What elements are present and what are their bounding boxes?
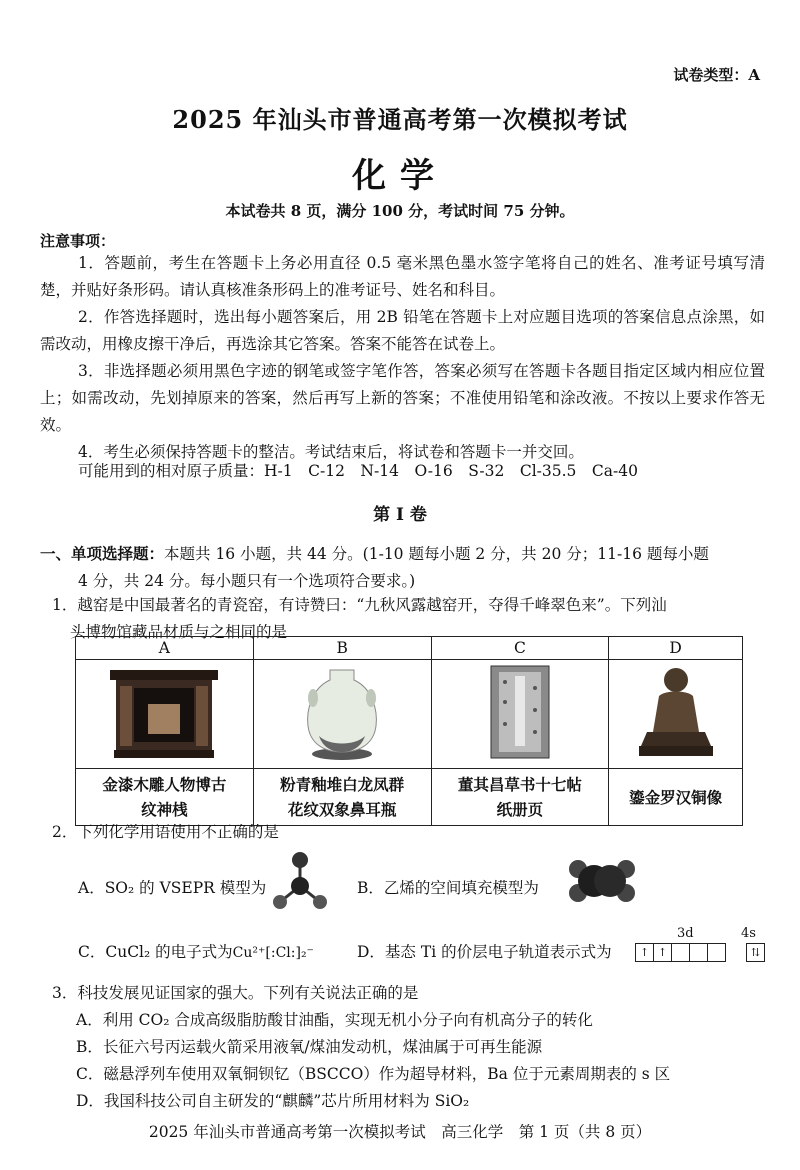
- notes-list: [40, 250, 765, 466]
- question-3: [52, 980, 670, 1115]
- q2-option-c-text: C．CuCl₂ 的电子式为: [78, 943, 233, 961]
- q3-option-c: C．磁悬浮列车使用双氧铜钡钇（BSCCO）作为超导材料，Ba 位于元素周期表的 s 区: [76, 1065, 671, 1083]
- q3-option-b: B．长征六号丙运载火箭采用液氧/煤油发动机，煤油属于可再生能源: [76, 1038, 543, 1056]
- q1-header-c: C: [431, 637, 609, 660]
- orbital-box: ↑: [653, 943, 672, 962]
- note-item: 1．答题前，考生在答题卡上务必用直径 0.5 毫米黑色墨水签字笔将自己的姓名、准考证号填写清楚，并贴好条形码。请认真核准条形码上的准考证号、姓名和科目。: [40, 254, 765, 299]
- q1-label-a: 金漆木雕人物博古 纹神桟: [76, 769, 254, 826]
- q2-option-d: D．基态 Ti 的价层电子轨道表示式为: [357, 943, 612, 961]
- q1-options-table: [75, 636, 743, 826]
- q3-option-d: D．我国科技公司自主研发的“麒麟”芯片所用材料为 SiO₂: [76, 1092, 470, 1110]
- section-1-label: 一、单项选择题：: [40, 544, 165, 563]
- q3-stem: 3．科技发展见证国家的强大。下列有关说法正确的是: [52, 984, 419, 1002]
- cucl2-electron-formula: Cu²⁺[:Cl:]₂⁻: [232, 945, 314, 961]
- exam-info: 本试卷共 8 页，满分 100 分，考试时间 75 分钟。: [225, 202, 575, 220]
- so2-vsepr-model-icon: [268, 850, 332, 914]
- calligraphy-album-image: [485, 662, 555, 762]
- q1-header-d: D: [609, 637, 743, 660]
- volume-title: 第 I 卷: [373, 505, 427, 525]
- paper-type: 试卷类型：A: [673, 66, 760, 84]
- q1-header-a: A: [76, 637, 254, 660]
- q1-line-1: 1．越窑是中国最著名的青瓷窑，有诗赞曰：“九秋风露越窑开，夺得千峰翠色来”。下列汕: [52, 596, 667, 614]
- q1-image-d-cell: [609, 660, 743, 769]
- orbital-4s-boxes: [747, 943, 765, 962]
- atomic-masses: 可能用到的相对原子质量：H-1 C-12 N-14 O-16 S-32 Cl-35.5 Ca-40: [78, 462, 638, 480]
- orbital-box: [707, 943, 726, 962]
- section-1-text-cont: 4 分，共 24 分。每小题只有一个选项符合要求。): [78, 572, 416, 590]
- subject-title: 化学: [352, 156, 448, 196]
- q1-line-2: 头博物馆藏品材质与之相同的是: [70, 623, 288, 641]
- q2-option-a: A．SO₂ 的 VSEPR 模型为: [78, 879, 267, 897]
- notes-heading: 注意事项：: [40, 232, 116, 250]
- q1-header-b: B: [253, 637, 431, 660]
- section-1-intro: [40, 540, 765, 595]
- q1-label-d: 鎏金罗汉铜像: [609, 769, 743, 826]
- question-2-stem: 2．下列化学用语使用不正确的是: [52, 823, 279, 841]
- orbital-box: [689, 943, 708, 962]
- exam-title: 2025 年汕头市普通高考第一次模拟考试: [172, 105, 628, 134]
- page-footer: 2025 年汕头市普通高考第一次模拟考试 高三化学 第 1 页（共 8 页）: [148, 1123, 652, 1141]
- orbital-4s-label: 4s: [741, 926, 756, 941]
- q1-image-a-cell: [76, 660, 254, 769]
- ethylene-space-filling-model-icon: [566, 855, 638, 907]
- q1-image-b-cell: [253, 660, 431, 769]
- section-1-text: 本题共 16 小题，共 44 分。(1-10 题每小题 2 分，共 20 分；11-16 题每小题: [164, 545, 709, 563]
- wood-shrine-image: [104, 664, 224, 760]
- q3-option-a: A．利用 CO₂ 合成高级脂肪酸甘油酯，实现无机小分子向有机高分子的转化: [76, 1011, 593, 1029]
- orbital-3d-boxes: [636, 943, 726, 962]
- q1-label-b: 粉青釉堆白龙凤群 花纹双象鼻耳瓶: [253, 769, 431, 826]
- orbital-box: [671, 943, 690, 962]
- orbital-box: ↑: [635, 943, 654, 962]
- q1-image-c-cell: [431, 660, 609, 769]
- q2-option-c: [78, 940, 314, 962]
- celadon-vase-image: [297, 662, 387, 762]
- orbital-3d-label: 3d: [677, 926, 694, 941]
- note-item: 4．考生必须保持答题卡的整洁。考试结束后，将试卷和答题卡一并交回。: [78, 443, 584, 461]
- orbital-box: ⇅: [746, 943, 765, 962]
- ti-orbital-diagram: [636, 942, 765, 962]
- note-item: 2．作答选择题时，选出每小题答案后，用 2B 铅笔在答题卡上对应题目选项的答案信息点涂黑，如需改动，用橡皮擦干净后，再选涂其它答案。答案不能答在试卷上。: [40, 308, 765, 353]
- note-item: 3．非选择题必须用黑色字迹的钢笔或签字笔作答，答案必须写在答题卡各题目指定区域内相应位置上；如需改动，先划掉原来的答案，然后再写上新的答案；不准使用铅笔和涂改液。不按以上要求作答无效。: [40, 362, 765, 434]
- bronze-arhat-image: [631, 662, 721, 762]
- q1-label-c: 董其昌草书十七帖 纸册页: [431, 769, 609, 826]
- q2-option-b: B．乙烯的空间填充模型为: [357, 879, 539, 897]
